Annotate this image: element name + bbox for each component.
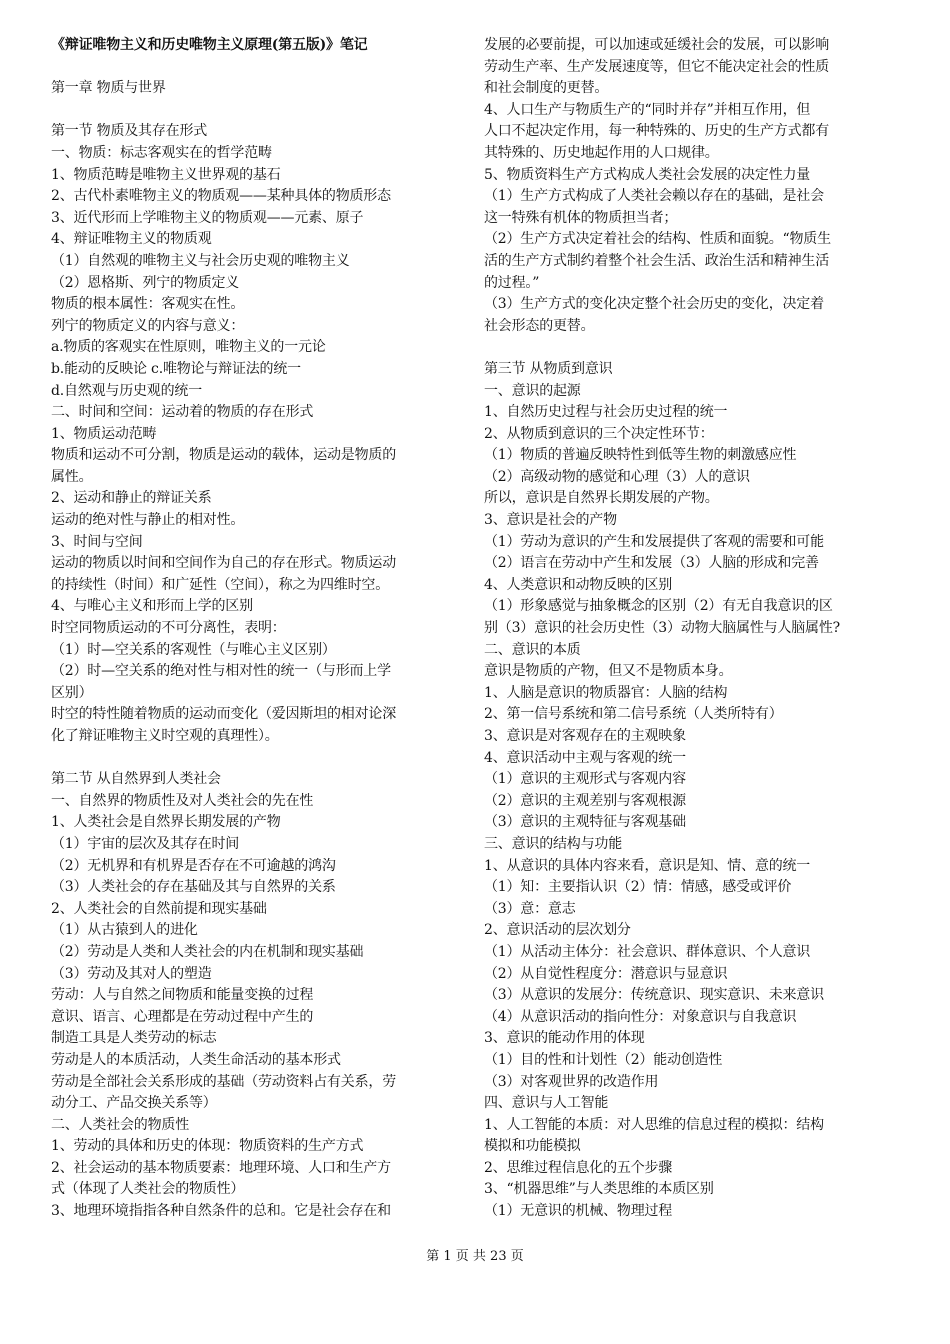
text-line: （1）无意识的机械、物理过程 — [484, 1203, 673, 1220]
text-line: 三、意识的结构与功能 — [484, 835, 622, 852]
text-line: 的持续性（时间）和广延性（空间），称之为四维时空。 — [51, 576, 389, 593]
text-line: 社会形态的更替。 — [484, 317, 595, 334]
text-line: 2、第一信号系统和第二信号系统（人类所特有） — [484, 706, 783, 723]
text-line: （4）从意识活动的指向性分：对象意识与自我意识 — [484, 1008, 797, 1025]
text-line: d.自然观与历史观的统一 — [51, 382, 203, 399]
text-line: 劳动是全部社会关系形成的基础（劳动资料占有关系，劳 — [51, 1073, 396, 1090]
text-line: 式（体现了人类社会的物质性） — [51, 1181, 245, 1198]
text-line: （2）时—空关系的绝对性与相对性的统一（与形而上学 — [51, 663, 391, 680]
text-line: 四、意识与人工智能 — [484, 1095, 609, 1112]
text-line: 3、意识是对客观存在的主观映象 — [484, 728, 686, 744]
text-line: 2、人类社会的自然前提和现实基础 — [51, 900, 267, 917]
text-line: 运动的物质以时间和空间作为自己的存在形式。物质运动 — [51, 555, 396, 572]
text-line: 1、自然历史过程与社会历史过程的统一 — [484, 404, 728, 421]
text-line: 第三节 从物质到意识 — [484, 360, 613, 377]
text-line: （2）无机界和有机界是否存在不可逾越的鸿沟 — [51, 857, 336, 874]
text-line: 其特殊的、历史地起作用的人口规律。 — [484, 144, 719, 161]
text-line: 发展的必要前提，可以加速或延缓社会的发展，可以影响 — [484, 37, 829, 53]
text-line: 2、意识活动的层次划分 — [484, 922, 631, 939]
text-line: （2）劳动是人类和人类社会的内在机制和现实基础 — [51, 943, 364, 960]
text-line: 意识、语言、心理都是在劳动过程中产生的 — [51, 1008, 314, 1025]
blank-line — [51, 57, 471, 79]
text-line: 第一章 物质与世界 — [51, 80, 166, 97]
text-line: 4、辩证唯物主义的物质观 — [51, 231, 212, 248]
text-line: 时空的特性随着物质的运动而变化（爱因斯坦的相对论深 — [51, 706, 396, 723]
text-line: （1）时—空关系的客观性（与唯心主义区别） — [51, 641, 336, 658]
text-line: 制造工具是人类劳动的标志 — [51, 1030, 217, 1047]
document-title: 《辩证唯物主义和历史唯物主义原理(第五版)》笔记 — [51, 37, 368, 53]
text-line: 劳动生产率、生产发展速度等，但它不能决定社会的性质 — [484, 58, 829, 75]
text-line: 动分工、产品交换关系等） — [51, 1095, 217, 1112]
text-line: （2）高级动物的感觉和心理（3）人的意识 — [484, 468, 750, 485]
text-line: 属性。 — [51, 468, 93, 485]
text-line: 二、时间和空间：运动着的物质的存在形式 — [51, 404, 314, 421]
blank-line — [51, 748, 471, 770]
text-line: 别（3）意识的社会历史性（3）动物大脑属性与人脑属性? — [484, 620, 840, 637]
page-footer: 第 1 页 共 23 页 — [426, 1249, 524, 1264]
text-line: （3）对客观世界的改造作用 — [484, 1073, 659, 1090]
text-line: （1）目的性和计划性（2）能动创造性 — [484, 1051, 723, 1068]
text-line: 和社会制度的更替。 — [484, 80, 609, 97]
text-line: 1、人类社会是自然界长期发展的产物 — [51, 814, 281, 831]
text-line: 4、意识活动中主观与客观的统一 — [484, 749, 686, 766]
text-line: （3）人类社会的存在基础及其与自然界的关系 — [51, 879, 336, 896]
text-line: 人口不起决定作用，每一种特殊的、历史的生产方式都有 — [484, 123, 829, 140]
left-column — [51, 35, 471, 1223]
text-line: （2）语言在劳动中产生和发展（3）人脑的形成和完善 — [484, 555, 819, 572]
text-line: 一、自然界的物质性及对人类社会的先在性 — [51, 792, 314, 809]
text-line: （2）生产方式决定着社会的结构、性质和面貌。“物质生 — [484, 231, 831, 248]
text-line: （3）从意识的发展分：传统意识、现实意识、未来意识 — [484, 987, 824, 1004]
text-line: 4、人口生产与物质生产的“同时并存”并相互作用，但 — [484, 101, 811, 118]
text-line: （2）意识的主观差别与客观根源 — [484, 792, 686, 809]
text-line: 模拟和功能模拟 — [484, 1138, 581, 1155]
text-line: 二、意识的本质 — [484, 641, 581, 658]
text-line: 第一节 物质及其存在形式 — [51, 123, 208, 140]
text-line: 4、与唯心主义和形而上学的区别 — [51, 598, 253, 615]
blank-line — [51, 100, 471, 122]
text-line: （3）生产方式的变化决定整个社会历史的变化，决定着 — [484, 296, 824, 313]
text-line: 3、“机器思维”与人类思维的本质区别 — [484, 1181, 714, 1198]
text-line: 劳动：人与自然之间物质和能量变换的过程 — [51, 987, 314, 1004]
text-line: 列宁的物质定义的内容与意义： — [51, 317, 245, 334]
text-line: （3）意：意志 — [484, 900, 576, 917]
text-line: 2、运动和静止的辩证关系 — [51, 490, 212, 507]
text-line: 所以，意识是自然界长期发展的产物。 — [484, 490, 719, 507]
text-line: （1）从活动主体分：社会意识、群体意识、个人意识 — [484, 943, 811, 960]
text-line: 时空同物质运动的不可分离性，表明： — [51, 620, 286, 637]
text-line: 1、人工智能的本质：对人思维的信息过程的模拟：结构 — [484, 1116, 824, 1133]
text-line: 1、物质范畴是唯物主义世界观的基石 — [51, 166, 281, 183]
text-line: 3、意识是社会的产物 — [484, 512, 617, 529]
blank-line — [484, 337, 904, 359]
right-column — [484, 35, 904, 1223]
text-line: 5、物质资料生产方式构成人类社会发展的决定性力量 — [484, 166, 811, 183]
text-line: 意识是物质的产物，但又不是物质本身。 — [484, 663, 733, 680]
text-line: （1）生产方式构成了人类社会赖以存在的基础，是社会 — [484, 188, 824, 205]
text-line: 2、从物质到意识的三个决定性环节： — [484, 425, 714, 442]
text-line: （2）恩格斯、列宁的物质定义 — [51, 274, 240, 291]
text-line: （1）劳动为意识的产生和发展提供了客观的需要和可能 — [484, 533, 824, 550]
text-line: 物质的根本属性：客观实在性。 — [51, 296, 245, 313]
text-line: （3）意识的主观特征与客观基础 — [484, 814, 686, 831]
text-line: 1、从意识的具体内容来看，意识是知、情、意的统一 — [484, 857, 811, 874]
text-line: 3、意识的能动作用的体现 — [484, 1030, 645, 1047]
text-line: （1）知：主要指认识（2）情：情感，感受或评价 — [484, 879, 792, 896]
text-line: b.能动的反映论 c.唯物论与辩证法的统一 — [51, 360, 301, 377]
text-line: 3、近代形而上学唯物主义的物质观——元素、原子 — [51, 209, 364, 226]
text-line: 二、人类社会的物质性 — [51, 1116, 189, 1133]
text-line: 2、思维过程信息化的五个步骤 — [484, 1159, 673, 1176]
text-line: （1）意识的主观形式与客观内容 — [484, 771, 686, 788]
text-line: 3、时间与空间 — [51, 533, 143, 550]
text-line: （2）从自觉性程度分：潜意识与显意识 — [484, 965, 728, 982]
text-line: 第二节 从自然界到人类社会 — [51, 771, 221, 788]
text-line: 1、劳动的具体和历史的体现：物质资料的生产方式 — [51, 1138, 364, 1155]
text-line: 劳动是人的本质活动，人类生命活动的基本形式 — [51, 1051, 341, 1068]
text-line: 这一特殊有机体的物质担当者； — [484, 209, 678, 226]
text-line: （1）形象感觉与抽象概念的区别（2）有无自我意识的区 — [484, 598, 833, 615]
text-line: 3、地理环境指指各种自然条件的总和。它是社会存在和 — [51, 1203, 391, 1220]
text-line: 化了辩证唯物主义时空观的真理性）。 — [51, 728, 279, 744]
text-line: 一、物质：标志客观实在的哲学范畴 — [51, 144, 272, 161]
text-line: 区别） — [51, 684, 93, 701]
text-line: 2、社会运动的基本物质要素：地理环境、人口和生产方 — [51, 1159, 391, 1176]
text-line: （1）宇宙的层次及其存在时间 — [51, 835, 240, 852]
text-line: 2、古代朴素唯物主义的物质观——某种具体的物质形态 — [51, 188, 391, 205]
text-line: （1）从古猿到人的进化 — [51, 922, 198, 939]
text-line: 运动的绝对性与静止的相对性。 — [51, 512, 245, 529]
text-line: 的过程。” — [484, 274, 540, 291]
text-line: 活的生产方式制约着整个社会生活、政治生活和精神生活 — [484, 252, 829, 269]
text-line: 物质和运动不可分割，物质是运动的载体，运动是物质的 — [51, 447, 396, 464]
text-line: 1、人脑是意识的物质器官：人脑的结构 — [484, 684, 728, 701]
text-line: a.物质的客观实在性原则，唯物主义的一元论 — [51, 339, 326, 356]
text-line: （1）物质的普遍反映特性到低等生物的刺激感应性 — [484, 447, 797, 464]
text-line: （1）自然观的唯物主义与社会历史观的唯物主义 — [51, 252, 350, 269]
text-line: （3）劳动及其对人的塑造 — [51, 965, 212, 982]
text-line: 4、人类意识和动物反映的区别 — [484, 576, 673, 593]
text-line: 1、物质运动范畴 — [51, 425, 157, 442]
text-line: 一、意识的起源 — [484, 382, 581, 399]
